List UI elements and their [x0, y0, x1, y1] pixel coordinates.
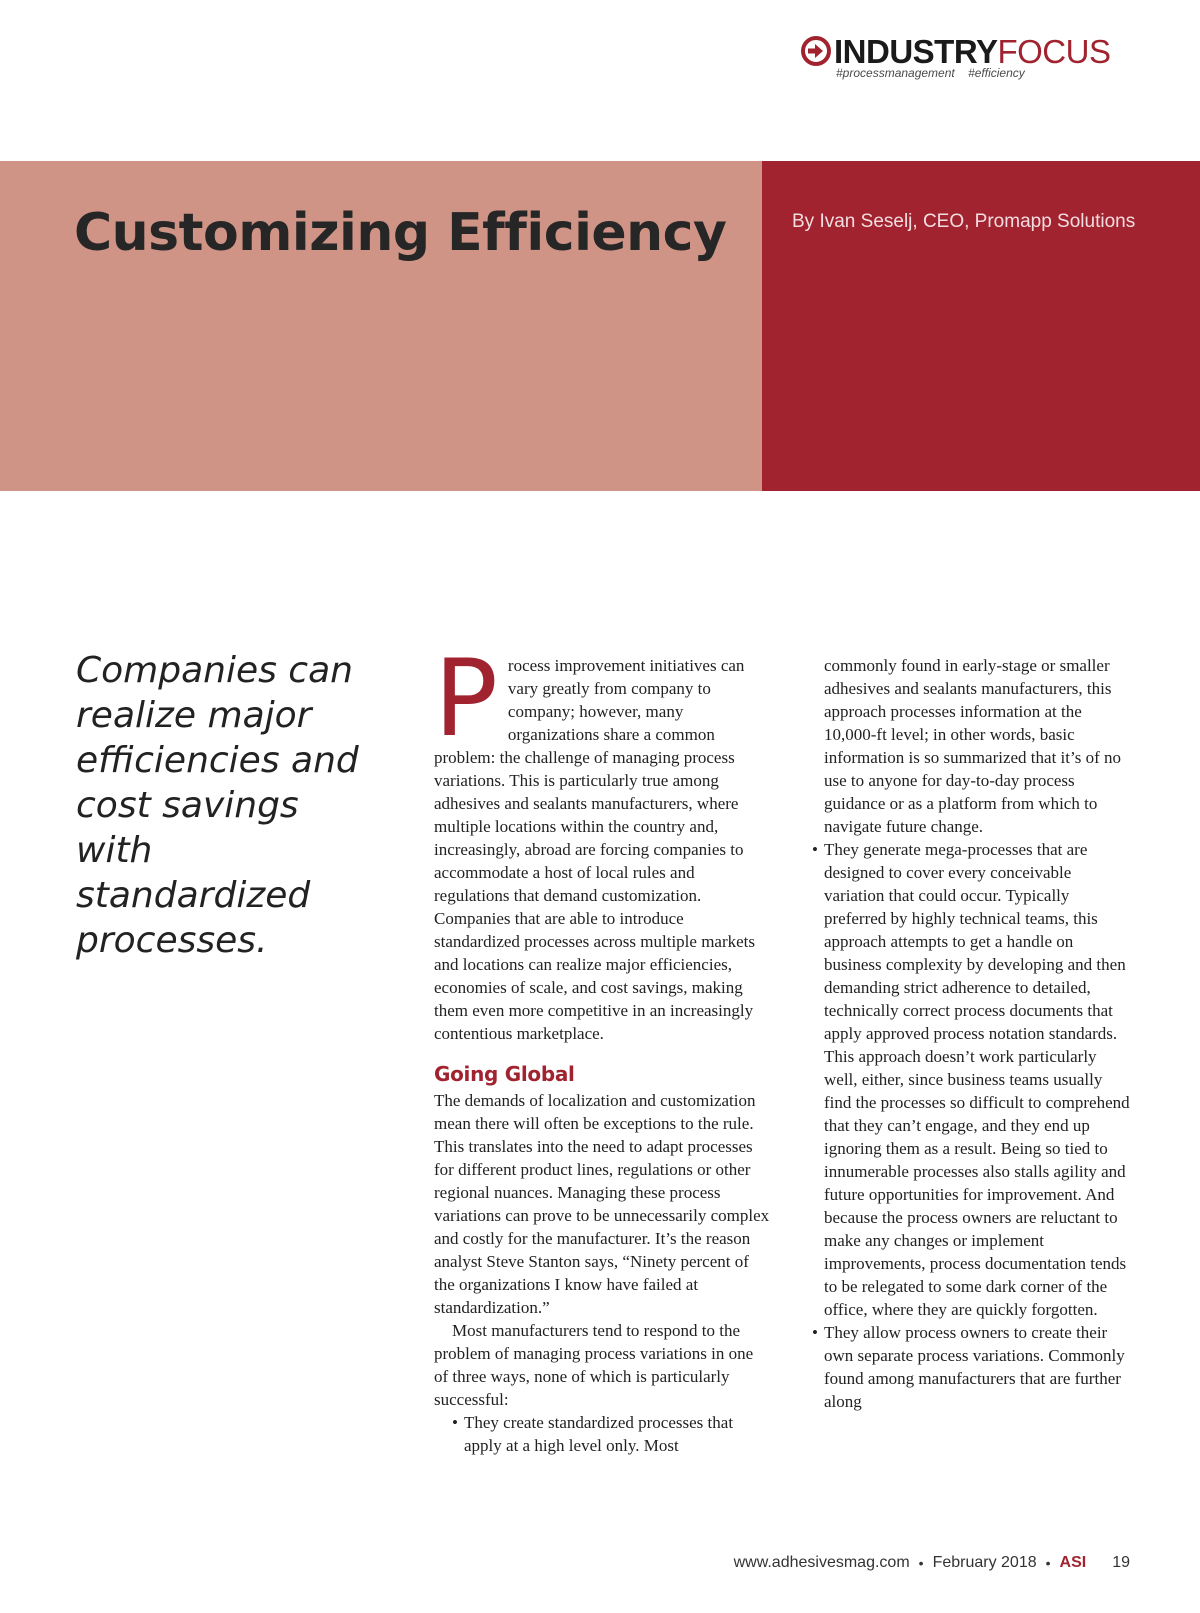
bullet-text: They create standardized processes that apply at a high level only. Most [464, 1413, 734, 1455]
pull-quote: Companies can realize major efficiencies and cost savings with standardized processes. [76, 650, 359, 961]
bullet-continuation: commonly found in early-stage or smaller adhesives and sealants manufacturers, this approach processes information at the 10,000-ft level; in other words, basic information is so summarized that it’s of no use to anyone for day-to-day process guidance or as a platform from which to navigate future change. [824, 656, 1121, 836]
banner-left-panel [0, 161, 762, 491]
title-banner [0, 161, 1200, 491]
article-column-1 [434, 637, 770, 1457]
paragraph: The demands of localization and customization mean there will often be exceptions to the rule. This translates into the need to adapt processes for different product lines, regulations or other regional nuances. Managing these process variations can prove to be unnecessarily complex and costly for the manufacturer. It’s the reason analyst Steve Stanton says, “Ninety percent of the organizations I know have failed at standardization.” [434, 1091, 770, 1317]
bullet-dot: • [452, 1413, 458, 1432]
logo-focus-text: FOCUS [997, 32, 1111, 70]
paragraph: Most manufacturers tend to respond to the problem of managing process variations in one of three ways, none of which is particularly successful: [434, 1321, 754, 1409]
footer-separator: • [1045, 1555, 1051, 1571]
footer-url: www.adhesivesmag.com [733, 1554, 910, 1571]
footer-publication: ASI [1059, 1554, 1087, 1571]
hashtag: #efficiency [968, 66, 1025, 80]
bullet-text: They allow process owners to create their own separate process variations. Commonly found among manufacturers that are further along [824, 1323, 1125, 1411]
page-footer [700, 1554, 1130, 1572]
intro-paragraph [434, 637, 770, 1045]
logo-industry-text: INDUSTRY [834, 32, 998, 70]
bullet-item [434, 1411, 770, 1457]
industry-focus-logo [800, 30, 1130, 90]
arrow-circle-icon [800, 35, 832, 67]
bullet-item [812, 1321, 1130, 1413]
bullet-dot: • [812, 1323, 818, 1342]
subhead-going-global: Going Global [434, 1062, 575, 1086]
byline: By Ivan Seselj, CEO, Promapp Solutions [792, 211, 1136, 232]
footer-separator: • [918, 1555, 924, 1571]
bullet-text: They generate mega-processes that are designed to cover every conceivable variation that could occur. Typically preferred by highly technical teams, this approach attempts to get a handle on business complexity by developing and then demanding strict adherence to detailed, technically correct process documents that apply approved process notation standards. This approach doesn’t work particularly well, either, since business teams usually find the processes so difficult to comprehend that they can’t engage, and they end up ignoring them as a result. Being so tied to innumerable processes also stalls agility and future opportunities for improvement. And because the process owners are reluctant to make any changes or implement improvements, process documentation tends to be relegated to some dark corner of the office, where they are quickly forgotten. [824, 840, 1130, 1319]
drop-cap: P [434, 637, 498, 760]
bullet-item [812, 838, 1130, 1321]
hashtag: #processmanagement [836, 66, 955, 80]
bullet-dot: • [812, 840, 818, 859]
footer-date: February 2018 [932, 1554, 1037, 1571]
banner-right-panel [762, 161, 1200, 491]
hashtags [836, 66, 1035, 80]
intro-text: rocess improvement initiatives can vary greatly from company to company; however, many organizations share a common problem: the challenge of managing process variations. This is particularly true among adhesives and sealants manufacturers, where multiple locations within the country and, increasingly, abroad are forcing companies to accommodate a host of local rules and regulations that demand customization. Companies that are able to introduce standardized processes across multiple markets and locations can realize major efficiencies, economies of scale, and cost savings, making them even more competitive in an increasingly contentious marketplace. [434, 656, 756, 1043]
page-number: 19 [1112, 1554, 1130, 1571]
article-title: Customizing Efficiency [74, 203, 727, 263]
article-column-2 [812, 654, 1130, 1413]
